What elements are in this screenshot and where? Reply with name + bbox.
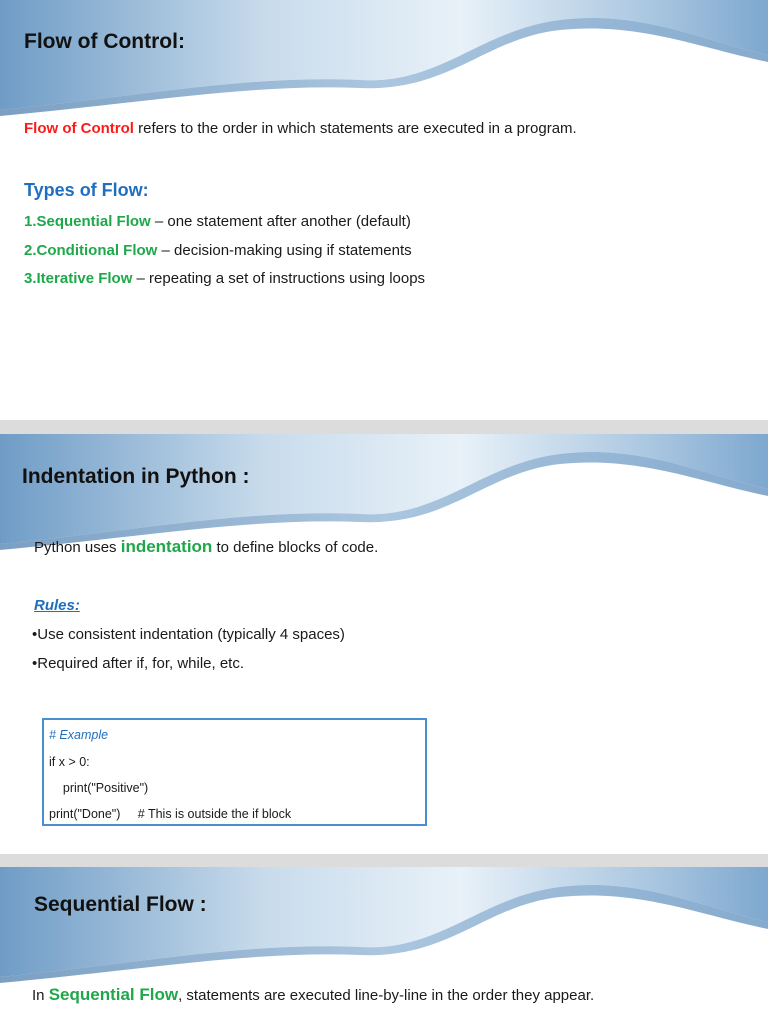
- wave-banner: [0, 0, 768, 120]
- type-desc: – one statement after another (default): [150, 213, 411, 230]
- slide-sequential-flow: [0, 867, 768, 1024]
- indentation-highlight: indentation: [120, 537, 213, 556]
- slide-title: Indentation in Python :: [22, 465, 250, 488]
- intro-after: , statements are executed line-by-line in the order they appear.: [178, 987, 595, 1004]
- code-example-box: [42, 718, 427, 826]
- type-label: 3.Iterative Flow: [24, 270, 133, 287]
- intro-rest: refers to the order in which statements are executed in a program.: [133, 120, 577, 137]
- type-desc: – repeating a set of instructions using loops: [132, 270, 426, 287]
- flow-of-control-highlight: Flow of Control: [24, 120, 134, 137]
- intro-text: [34, 537, 378, 557]
- wave-banner: [0, 434, 768, 554]
- type-item-conditional: [24, 242, 412, 259]
- type-label: 1.Sequential Flow: [24, 213, 151, 230]
- intro-after: to define blocks of code.: [212, 539, 379, 556]
- type-item-sequential: [24, 213, 411, 230]
- slide-title: Flow of Control:: [24, 30, 185, 53]
- wave-banner: [0, 867, 768, 987]
- intro-before: Python uses: [34, 539, 121, 556]
- type-desc: – decision-making using if statements: [157, 242, 412, 259]
- sequential-flow-highlight: Sequential Flow: [48, 985, 179, 1004]
- code-comment: # Example: [49, 728, 109, 742]
- type-label: 2.Conditional Flow: [24, 242, 158, 259]
- intro-text: [24, 120, 577, 137]
- code-line: if x > 0:: [49, 755, 90, 769]
- rules-heading: Rules:: [34, 597, 80, 614]
- intro-before: In: [32, 987, 49, 1004]
- code-line: print("Done") # This is outside the if block: [49, 807, 292, 821]
- types-heading: Types of Flow:: [24, 180, 149, 200]
- slide-flow-of-control: [0, 0, 768, 420]
- rule-item: •Use consistent indentation (typically 4 spaces): [32, 626, 345, 643]
- code-line: print("Positive"): [49, 781, 149, 795]
- type-item-iterative: [24, 270, 425, 287]
- rule-item: •Required after if, for, while, etc.: [32, 655, 245, 672]
- slide-title: Sequential Flow :: [34, 893, 207, 916]
- intro-text: [32, 985, 594, 1005]
- slide-indentation: [0, 434, 768, 854]
